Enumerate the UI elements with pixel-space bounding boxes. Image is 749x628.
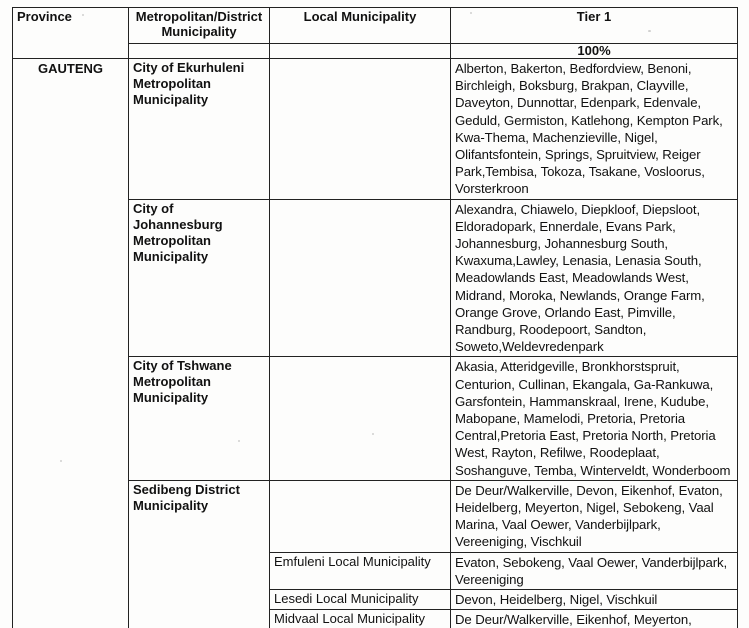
local-cell [270,199,451,357]
metro-cell: City of Tshwane Metropolitan Municipality [129,357,270,480]
towns-cell: Devon, Heidelberg, Nigel, Vischkuil [451,590,738,610]
scan-speck [82,14,84,16]
towns-cell: De Deur/Walkerville, Eikenhof, Meyerton, [451,610,738,628]
towns-cell: Alberton, Bakerton, Bedfordview, Benoni, Birchleigh, Boksburg, Brakpan, Clayville, Daveyton, Dunnottar, Edenpark, Edenvale, Geduld, Germiston, Katlehong, Kempton Park, Kwa-Thema, Machenzieville, Nigel, Olifantsfontein, Springs, Spruitview, Reiger Park,Tembisa, Tokoza, Tsakane, Vosloorus, Vorsterkroon [451,59,738,200]
towns-cell: Evaton, Sebokeng, Vaal Oewer, Vanderbijlpark, Vereeniging [451,552,738,589]
local-cell: Midvaal Local Municipality [270,610,451,628]
metro-cell: City of Johannesburg Metropolitan Municipality [129,199,270,357]
scan-speck [372,433,374,435]
header-row [13,8,738,44]
header-local-blank [270,44,451,59]
scan-speck [648,30,651,32]
table-row [13,59,738,200]
local-cell: Lesedi Local Municipality [270,590,451,610]
header-metro-blank [129,44,270,59]
header-province: Province [13,8,129,59]
header-local: Local Municipality [270,8,451,44]
local-cell: Emfuleni Local Municipality [270,552,451,589]
towns-cell: Akasia, Atteridgeville, Bronkhorstspruit, Centurion, Cullinan, Ekangala, Ga-Rankuwa, Garsfontein, Hammanskraal, Irene, Kudube, Mabopane, Mamelodi, Pretoria, Pretoria Central,Pretoria East, Pretoria North, Pretoria West, Rayton, Refilwe, Roodeplaat, Soshanguve, Temba, Winterveldt, Wonderboom [451,357,738,480]
province-cell: GAUTENG [13,59,129,628]
scan-speck [60,460,62,462]
municipality-tier-table [12,7,738,628]
scan-speck [470,12,472,14]
header-metro: Metropolitan/District Municipality [129,8,270,44]
header-tier-percentage: 100% [451,44,738,59]
local-cell [270,480,451,552]
local-cell [270,357,451,480]
header-tier: Tier 1 [451,8,738,44]
metro-cell: City of Ekurhuleni Metropolitan Municipality [129,59,270,200]
local-cell [270,59,451,200]
towns-cell: De Deur/Walkerville, Devon, Eikenhof, Evaton, Heidelberg, Meyerton, Nigel, Sebokeng, Vaal Marina, Vaal Oewer, Vanderbijlpark, Vereeniging, Vischkuil [451,480,738,552]
towns-cell: Alexandra, Chiawelo, Diepkloof, Diepsloot, Eldoradopark, Ennerdale, Evans Park, Johannesburg, Johannesburg South, Kwaxuma,Lawley, Lenasia, Lenasia South, Meadowlands East, Meadowlands West, Midrand, Moroka, Newlands, Orange Farm, Orange Grove, Orlando East, Pimville, Randburg, Roodepoort, Sandton, Soweto,Weldevredenpark [451,199,738,357]
scan-speck [238,440,240,442]
metro-cell: Sedibeng District Municipality [129,480,270,628]
